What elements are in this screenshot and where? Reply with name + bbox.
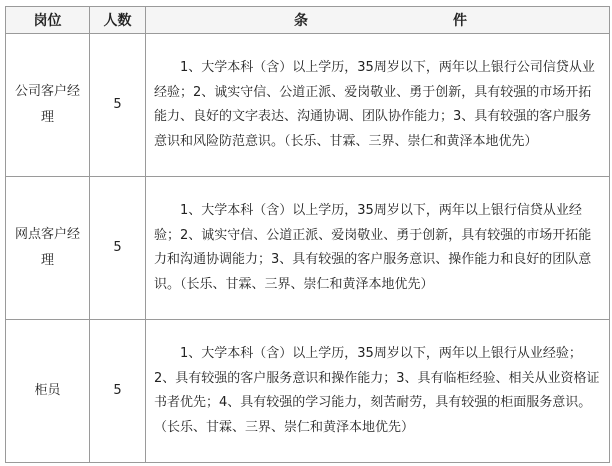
- position-cell: [6, 320, 90, 463]
- position-label-line2: 理: [40, 110, 54, 125]
- conditions-text: 1、大学本科（含）以上学历，35周岁以下，两年以上银行公司信贷从业经验；2、诚实守信、公道正派、爱岗敬业、勇于创新，具有较强的市场开拓能力、良好的文字表达、沟通协调、团队协作能力；3、具有较强的客户服务意识和风险防范意识。（长乐、甘霖、三界、崇仁和黄泽本地优先）: [154, 60, 595, 149]
- header-conditions: [146, 7, 610, 34]
- conditions-cell: [146, 34, 610, 177]
- position-label-line2: 理: [40, 253, 54, 268]
- position-cell: [6, 177, 90, 320]
- header-count: 人数: [90, 7, 146, 34]
- conditions-text: 1、大学本科（含）以上学历，35周岁以下，两年以上银行从业经验；2、具有较强的客户服务意识和操作能力；3、具有临柜经验、相关从业资格证书者优先；4、具有较强的学习能力，刻苦耐劳，具有较强的柜面服务意识。（长乐、甘霖、三界、崇仁和黄泽本地优先）: [154, 346, 600, 435]
- header-conditions-char1: 条: [294, 13, 308, 29]
- table-header-row: [6, 7, 610, 34]
- table-row: [6, 320, 610, 463]
- count-cell: 5: [90, 34, 146, 177]
- position-label-line1: 柜员: [34, 383, 61, 398]
- count-cell: 5: [90, 177, 146, 320]
- conditions-cell: [146, 177, 610, 320]
- position-label-line1: 公司客户经: [14, 84, 80, 99]
- recruitment-table: [5, 6, 610, 463]
- count-cell: 5: [90, 320, 146, 463]
- position-cell: [6, 34, 90, 177]
- header-conditions-char2: 件: [453, 13, 467, 29]
- table-row: [6, 34, 610, 177]
- header-position: 岗位: [6, 7, 90, 34]
- table-row: [6, 177, 610, 320]
- conditions-text: 1、大学本科（含）以上学历，35周岁以下，两年以上银行信贷从业经验；2、诚实守信、公道正派、爱岗敬业、勇于创新，具有较强的市场开拓能力和沟通协调能力；3、具有较强的客户服务意识、操作能力和良好的团队意识。（长乐、甘霖、三界、崇仁和黄泽本地优先）: [154, 203, 592, 292]
- conditions-cell: [146, 320, 610, 463]
- recruitment-table-wrapper: [5, 6, 609, 463]
- position-label-line1: 网点客户经: [14, 227, 80, 242]
